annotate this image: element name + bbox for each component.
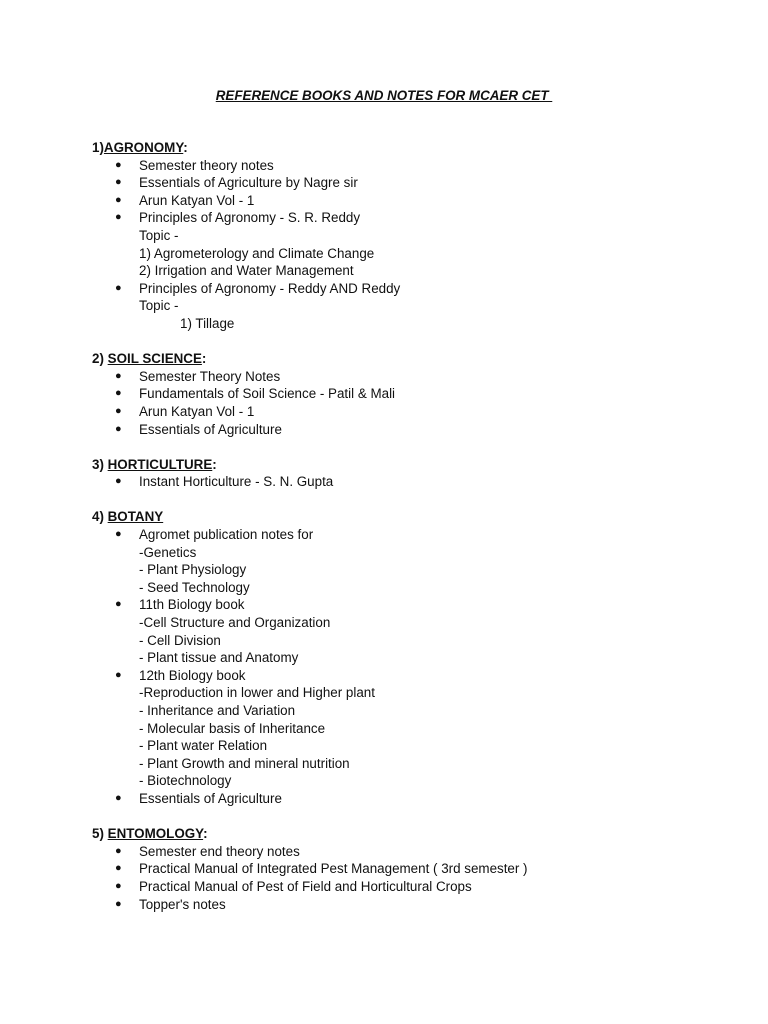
section-number: 3) — [92, 456, 108, 472]
document-body — [92, 139, 732, 931]
list-item-text: Arun Katyan Vol - 1 — [139, 192, 255, 208]
list-item-text: Practical Manual of Integrated Pest Management ( 3rd semester ) — [139, 861, 528, 877]
list-item-text: - Biotechnology — [139, 773, 232, 789]
list-item-text: - Plant Growth and mineral nutrition — [139, 755, 350, 771]
list-subitem — [92, 720, 732, 738]
list-item — [92, 421, 732, 439]
bullet-icon: ● — [115, 369, 122, 382]
section-agronomy — [92, 139, 732, 333]
list-subitem — [92, 544, 732, 562]
list-item-text: Topper's notes — [139, 896, 226, 912]
list-subitem — [92, 737, 732, 755]
list-item-text: 11th Biology book — [139, 597, 245, 613]
bullet-icon: ● — [115, 862, 122, 875]
section-soil-science — [92, 350, 732, 438]
section-heading — [92, 508, 732, 526]
section-name: HORTICULTURE — [107, 456, 213, 472]
section-name: SOIL SCIENCE — [107, 351, 202, 367]
list-subitem — [92, 772, 732, 790]
list-subitem — [92, 579, 732, 597]
section-number: 2) — [92, 351, 108, 367]
list-item-text: Semester Theory Notes — [139, 368, 281, 384]
list-item-text: Semester theory notes — [139, 157, 274, 173]
list-item-text: 2) Irrigation and Water Management — [139, 263, 354, 279]
list-item-text: -Reproduction in lower and Higher plant — [139, 685, 375, 701]
section-name: ENTOMOLOGY — [107, 826, 204, 842]
list-subitem — [92, 614, 732, 632]
list-item — [92, 896, 732, 914]
list-item — [92, 157, 732, 175]
list-item-text: Topic - — [139, 298, 179, 314]
list-subitem — [92, 315, 732, 333]
list-item — [92, 403, 732, 421]
list-item — [92, 174, 732, 192]
list-item-text: Essentials of Agriculture by Nagre sir — [139, 175, 358, 191]
list-item-text: Practical Manual of Pest of Field and Horticultural Crops — [139, 878, 472, 894]
section-heading — [92, 139, 732, 157]
section-heading — [92, 456, 732, 474]
bullet-icon: ● — [115, 211, 122, 224]
list-item-text: Fundamentals of Soil Science - Patil & Mali — [139, 386, 396, 402]
section-name: BOTANY — [107, 509, 164, 525]
bullet-icon: ● — [115, 668, 122, 681]
list-subitem — [92, 245, 732, 263]
bullet-icon: ● — [115, 422, 122, 435]
section-colon: : — [203, 826, 208, 842]
list-item — [92, 843, 732, 861]
section-heading — [92, 825, 732, 843]
list-item-text: Instant Horticulture - S. N. Gupta — [139, 474, 334, 490]
list-subitem — [92, 297, 732, 315]
list-item-text: - Plant tissue and Anatomy — [139, 650, 299, 666]
list-item-text: Principles of Agronomy - S. R. Reddy — [139, 210, 361, 226]
page-title: REFERENCE BOOKS AND NOTES FOR MCAER CET — [215, 88, 553, 103]
list-item — [92, 209, 732, 227]
bullet-icon: ● — [115, 897, 122, 910]
list-item-text: Semester end theory notes — [139, 843, 300, 859]
bullet-icon: ● — [115, 598, 122, 611]
list-item-text: -Genetics — [139, 544, 197, 560]
list-item — [92, 526, 732, 544]
bullet-icon: ● — [115, 193, 122, 206]
list-item — [92, 473, 732, 491]
list-item — [92, 280, 732, 298]
list-item — [92, 860, 732, 878]
list-item — [92, 790, 732, 808]
list-item — [92, 385, 732, 403]
list-item-text: - Inheritance and Variation — [139, 703, 296, 718]
bullet-icon: ● — [115, 879, 122, 892]
list-subitem — [92, 632, 732, 650]
bullet-icon: ● — [115, 387, 122, 400]
list-item-text: - Cell Division — [139, 632, 221, 648]
bullet-icon: ● — [115, 404, 122, 417]
bullet-icon: ● — [115, 158, 122, 171]
list-item-text: Essentials of Agriculture — [139, 421, 282, 437]
list-item-text: 1) Agrometerology and Climate Change — [139, 245, 375, 261]
list-item-text: Arun Katyan Vol - 1 — [139, 403, 255, 419]
list-item-text: 12th Biology book — [139, 667, 246, 683]
list-item-text: - Plant water Relation — [139, 738, 268, 754]
list-subitem — [92, 702, 732, 720]
section-colon: : — [212, 456, 217, 472]
list-subitem — [92, 755, 732, 773]
bullet-icon: ● — [115, 528, 122, 541]
list-item-text: 1) Tillage — [180, 315, 235, 331]
list-item — [92, 368, 732, 386]
section-name: AGRONOMY — [103, 140, 184, 155]
bullet-icon: ● — [115, 281, 122, 294]
section-colon: : — [183, 140, 188, 155]
list-item-text: -Cell Structure and Organization — [139, 615, 331, 631]
list-item — [92, 596, 732, 614]
list-subitem — [92, 262, 732, 280]
section-horticulture — [92, 456, 732, 491]
list-item-text: - Plant Physiology — [139, 562, 247, 578]
section-number: 5) — [92, 826, 108, 842]
list-item-text: Agromet publication notes for — [139, 527, 314, 543]
list-subitem — [92, 684, 732, 702]
list-item-text: - Molecular basis of Inheritance — [139, 720, 326, 736]
list-item — [92, 192, 732, 210]
section-entomology — [92, 825, 732, 913]
list-subitem — [92, 561, 732, 579]
list-item-text: Essentials of Agriculture — [139, 790, 282, 806]
section-number: 4) — [92, 509, 108, 525]
section-heading — [92, 350, 732, 368]
list-item-text: - Seed Technology — [139, 579, 250, 595]
section-number: 1) — [92, 140, 104, 155]
list-subitem — [92, 649, 732, 667]
list-subitem — [92, 227, 732, 245]
bullet-icon: ● — [115, 475, 122, 488]
list-item-text: Principles of Agronomy - Reddy AND Reddy — [139, 280, 401, 296]
section-colon: : — [201, 351, 207, 367]
list-item-text: Topic - — [139, 227, 179, 243]
bullet-icon: ● — [115, 844, 122, 857]
bullet-icon: ● — [115, 176, 122, 189]
bullet-icon: ● — [115, 791, 122, 804]
list-item — [92, 667, 732, 685]
list-item — [92, 878, 732, 896]
section-botany — [92, 508, 732, 807]
